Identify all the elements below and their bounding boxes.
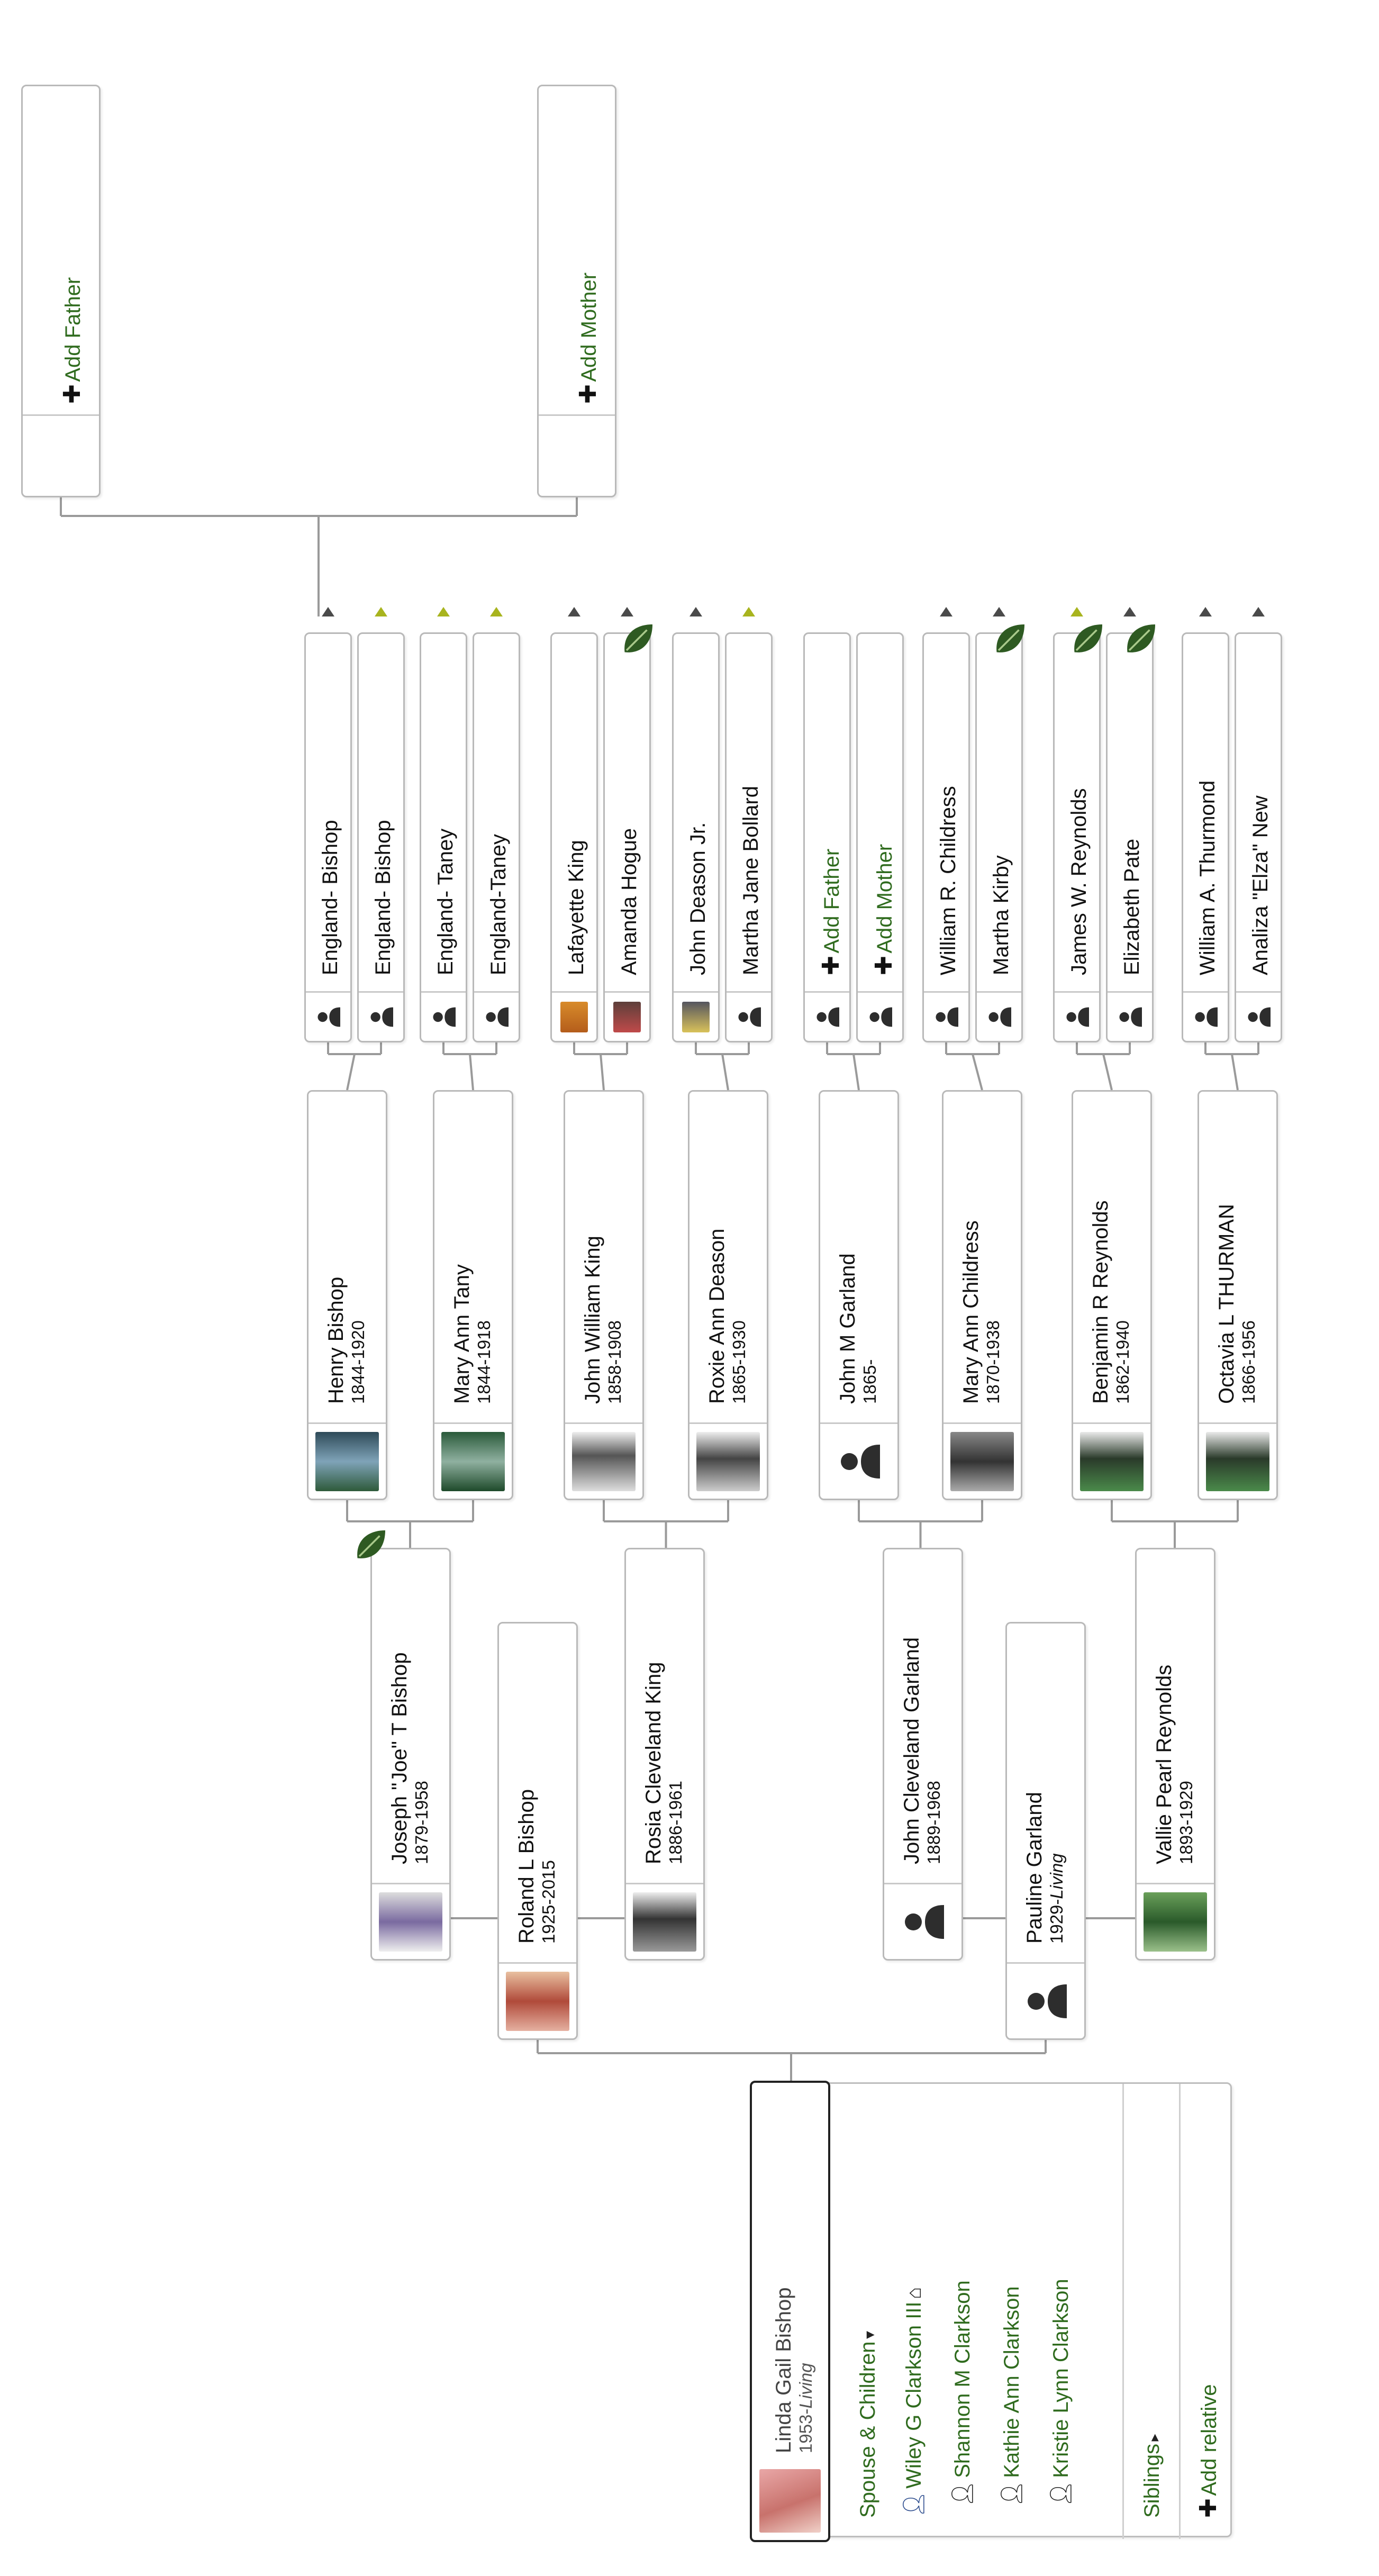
person-photo [626, 1883, 703, 1959]
person-photo [605, 991, 649, 1041]
person-photo [309, 1422, 386, 1499]
ancestor-name: Elizabeth Pate [1120, 839, 1144, 975]
spouse-name: Wiley G Clarkson III [902, 2301, 926, 2489]
plus-icon: ✚ [1195, 2498, 1221, 2518]
child-item[interactable] [950, 2280, 975, 2507]
ancestor-card[interactable] [1197, 1090, 1278, 1500]
root-person-header[interactable] [750, 2081, 830, 2542]
add-mother-label: Add Mother [577, 272, 601, 382]
connector-line [1232, 1054, 1238, 1090]
hint-leaf-icon[interactable] [352, 1527, 389, 1566]
ancestor-name: Amanda Hogue [618, 828, 641, 975]
ancestor-dates: 1858-1908 [605, 1320, 624, 1404]
spouse-icon: 👤︎ [902, 2491, 926, 2518]
silhouette-icon [1108, 991, 1152, 1041]
expand-ancestors-icon[interactable] [1199, 607, 1212, 616]
ancestor-name: England- Bishop [319, 820, 342, 975]
silhouette-icon [1183, 991, 1228, 1041]
add-father-label: Add Father [61, 277, 85, 382]
ancestor-card[interactable] [304, 632, 352, 1042]
ancestor-name: Analiza "Elza" New [1249, 795, 1272, 975]
ancestor-name: John Deason Jr. [686, 822, 710, 975]
ancestor-card[interactable] [603, 632, 651, 1042]
person-photo [552, 991, 596, 1041]
ancestor-dates: 1844-1918 [474, 1320, 494, 1404]
connector-line [601, 1054, 604, 1090]
living-flag: Living [1047, 1853, 1066, 1899]
ancestor-card[interactable] [370, 1548, 451, 1961]
hint-leaf-icon[interactable] [991, 621, 1028, 660]
ancestor-dates: 1879-1958 [412, 1781, 431, 1864]
ancestor-card[interactable] [725, 632, 773, 1042]
root-person-card[interactable] [751, 2082, 1232, 2537]
parent-card[interactable] [497, 1622, 578, 2040]
hint-leaf-icon[interactable] [619, 621, 656, 660]
spouse-children-toggle[interactable] [856, 2331, 880, 2518]
ancestor-card[interactable] [307, 1090, 387, 1500]
child-name: Shannon M Clarkson [951, 2280, 974, 2478]
ancestor-card[interactable] [1135, 1548, 1215, 1961]
person-photo [674, 991, 718, 1041]
connector-line [854, 1054, 859, 1090]
silhouette-icon [727, 991, 771, 1041]
add-parent-label: Add Mother [873, 843, 896, 954]
ancestor-name: Benjamin R Reynolds [1089, 1200, 1112, 1404]
expand-ancestors-icon[interactable] [437, 607, 450, 616]
ancestor-card[interactable] [1235, 632, 1282, 1042]
ancestor-dates: 1866-1956 [1239, 1320, 1258, 1404]
plus-icon: ✚ [59, 384, 85, 404]
ancestor-name: Joseph "Joe" T Bishop [388, 1652, 411, 1864]
caret-right-icon: ▸ [1146, 2434, 1162, 2442]
ancestor-name: Roxie Ann Deason [705, 1228, 729, 1404]
silhouette-icon [1055, 991, 1099, 1041]
silhouette-icon [421, 991, 466, 1041]
hint-leaf-icon[interactable] [1122, 621, 1159, 660]
ancestor-name: John M Garland [836, 1253, 859, 1404]
ancestor-dates: 1862-1940 [1113, 1320, 1132, 1404]
ancestor-card[interactable] [883, 1548, 963, 1961]
connector-line [973, 1054, 982, 1090]
ancestor-dates: 1889-1968 [924, 1781, 943, 1864]
expand-ancestors-icon[interactable] [621, 607, 633, 616]
ancestor-card[interactable] [420, 632, 467, 1042]
caret-down-icon: ▾ [861, 2330, 878, 2339]
ancestor-name: James W. Reynolds [1067, 788, 1091, 975]
expand-ancestors-icon[interactable] [1070, 607, 1083, 616]
ancestor-card[interactable] [1072, 1090, 1152, 1500]
silhouette-icon [884, 1883, 961, 1959]
silhouette-icon [977, 991, 1021, 1041]
ancestor-name: Lafayette King [565, 840, 588, 975]
silhouette-icon [820, 1422, 897, 1499]
ancestor-name: Martha Jane Bollard [739, 786, 763, 975]
person-photo [943, 1422, 1021, 1499]
siblings-section [1123, 2084, 1181, 2539]
plus-icon: ✚ [818, 956, 844, 975]
person-icon: 👤︎ [1049, 2480, 1073, 2507]
ancestor-card[interactable] [433, 1090, 513, 1500]
ancestor-name: Rosia Cleveland King [642, 1662, 665, 1864]
ancestor-card[interactable] [1106, 632, 1154, 1042]
expand-ancestors-icon[interactable] [993, 607, 1005, 616]
person-icon: 👤︎ [1000, 2480, 1023, 2507]
add-parent-label: Add Father [820, 848, 843, 954]
silhouette-icon [1007, 1962, 1084, 2038]
add-father-card[interactable] [21, 85, 101, 497]
ancestor-card[interactable] [672, 632, 720, 1042]
ancestor-dates: 1865- [860, 1359, 879, 1404]
expand-ancestors-icon[interactable] [690, 607, 702, 616]
add-mother-card[interactable] [537, 85, 616, 497]
spouse-children-label: Spouse & Children [856, 2341, 879, 2518]
silhouette-icon [924, 991, 968, 1041]
ancestor-dates: 1865-1930 [729, 1320, 749, 1404]
connector-line [1103, 1054, 1112, 1090]
ancestor-dates: 1886-1961 [666, 1781, 685, 1864]
parent-dates: 1929- [1047, 1899, 1066, 1944]
silhouette-icon [1236, 991, 1281, 1041]
expand-ancestors-icon[interactable] [742, 607, 755, 616]
expand-ancestors-icon[interactable] [1252, 607, 1265, 616]
silhouette-icon [539, 414, 615, 496]
ancestor-name: William R. Childress [937, 786, 960, 975]
plus-icon: ✚ [871, 956, 897, 975]
silhouette-icon [474, 991, 519, 1041]
connector-line [347, 1054, 355, 1090]
person-photo [565, 1422, 642, 1499]
plus-icon: ✚ [575, 384, 601, 404]
parent-dates: 1925-2015 [539, 1860, 558, 1944]
add-relative-label: Add relative [1197, 2384, 1221, 2496]
root-person-name: Linda Gail Bishop [772, 2287, 795, 2453]
ancestor-name: Octavia L THURMAN [1215, 1204, 1238, 1404]
ancestor-name: John William King [581, 1236, 604, 1404]
ancestor-name: England-Taney [487, 834, 510, 975]
person-photo [372, 1883, 449, 1959]
siblings-label: Siblings [1140, 2443, 1164, 2518]
ancestor-name: England- Taney [434, 828, 457, 975]
ancestor-name: Martha Kirby [990, 855, 1013, 975]
silhouette-icon [359, 991, 403, 1041]
root-person-photo [759, 2469, 821, 2533]
expand-ancestors-icon[interactable] [322, 607, 334, 616]
expand-ancestors-icon[interactable] [568, 607, 580, 616]
parent-name: Roland L Bishop [515, 1789, 538, 1944]
add-mother-card[interactable] [856, 632, 904, 1042]
ancestor-name: Henry Bishop [324, 1276, 348, 1404]
ancestor-name: England- Bishop [371, 820, 395, 975]
person-icon: 👤︎ [951, 2480, 974, 2507]
hint-leaf-icon[interactable] [1069, 621, 1106, 660]
silhouette-icon [858, 991, 902, 1041]
ancestor-card[interactable] [922, 632, 970, 1042]
ancestor-dates: 1844-1920 [348, 1320, 368, 1404]
person-photo [1137, 1883, 1214, 1959]
person-photo [499, 1962, 576, 2038]
root-birth-year: 1953- [796, 2408, 815, 2453]
child-item[interactable] [1048, 2279, 1073, 2507]
person-photo [1199, 1422, 1276, 1499]
root-person-dates [796, 2287, 816, 2453]
parent-card[interactable] [1005, 1622, 1086, 2040]
siblings-toggle[interactable] [1140, 2434, 1164, 2518]
ancestor-card[interactable] [819, 1090, 899, 1500]
home-icon: ⌂ [903, 2287, 926, 2299]
silhouette-icon [23, 414, 99, 496]
root-living-flag: Living [796, 2363, 815, 2409]
ancestor-dates: 1870-1938 [983, 1320, 1003, 1404]
ancestor-name: John Cleveland Garland [900, 1637, 923, 1864]
ancestor-card[interactable] [1182, 632, 1229, 1042]
person-photo [434, 1422, 512, 1499]
connector-line [722, 1054, 728, 1090]
ancestor-card[interactable] [942, 1090, 1022, 1500]
ancestor-dates: 1893-1929 [1176, 1781, 1196, 1864]
silhouette-icon [306, 991, 350, 1041]
ancestor-card[interactable] [975, 632, 1023, 1042]
child-name: Kristie Lynn Clarkson [1049, 2279, 1073, 2478]
ancestor-card[interactable] [688, 1090, 768, 1500]
ancestor-name: Mary Ann Tany [450, 1264, 474, 1404]
silhouette-icon [805, 991, 849, 1041]
spouse-item[interactable] [901, 2287, 926, 2518]
connector-line [470, 1054, 473, 1090]
spouse-children-section [832, 2084, 1124, 2539]
person-photo [690, 1422, 767, 1499]
expand-ancestors-icon[interactable] [490, 607, 503, 616]
child-name: Kathie Ann Clarkson [1000, 2286, 1023, 2478]
ancestor-card[interactable] [564, 1090, 644, 1500]
expand-ancestors-icon[interactable] [940, 607, 952, 616]
expand-ancestors-icon[interactable] [375, 607, 387, 616]
ancestor-name: Vallie Pearl Reynolds [1153, 1664, 1176, 1864]
ancestor-card[interactable] [357, 632, 405, 1042]
ancestor-card[interactable] [473, 632, 520, 1042]
ancestor-card[interactable] [624, 1548, 705, 1961]
ancestor-card[interactable] [1053, 632, 1101, 1042]
ancestor-name: Mary Ann Childress [959, 1220, 983, 1404]
ancestor-card[interactable] [550, 632, 598, 1042]
expand-ancestors-icon[interactable] [1123, 607, 1136, 616]
add-father-card[interactable] [803, 632, 851, 1042]
child-item[interactable] [999, 2286, 1024, 2507]
person-photo [1073, 1422, 1150, 1499]
add-relative-button[interactable] [1195, 2384, 1222, 2518]
ancestor-name: William A. Thurmond [1196, 780, 1219, 975]
parent-name: Pauline Garland [1023, 1792, 1046, 1944]
